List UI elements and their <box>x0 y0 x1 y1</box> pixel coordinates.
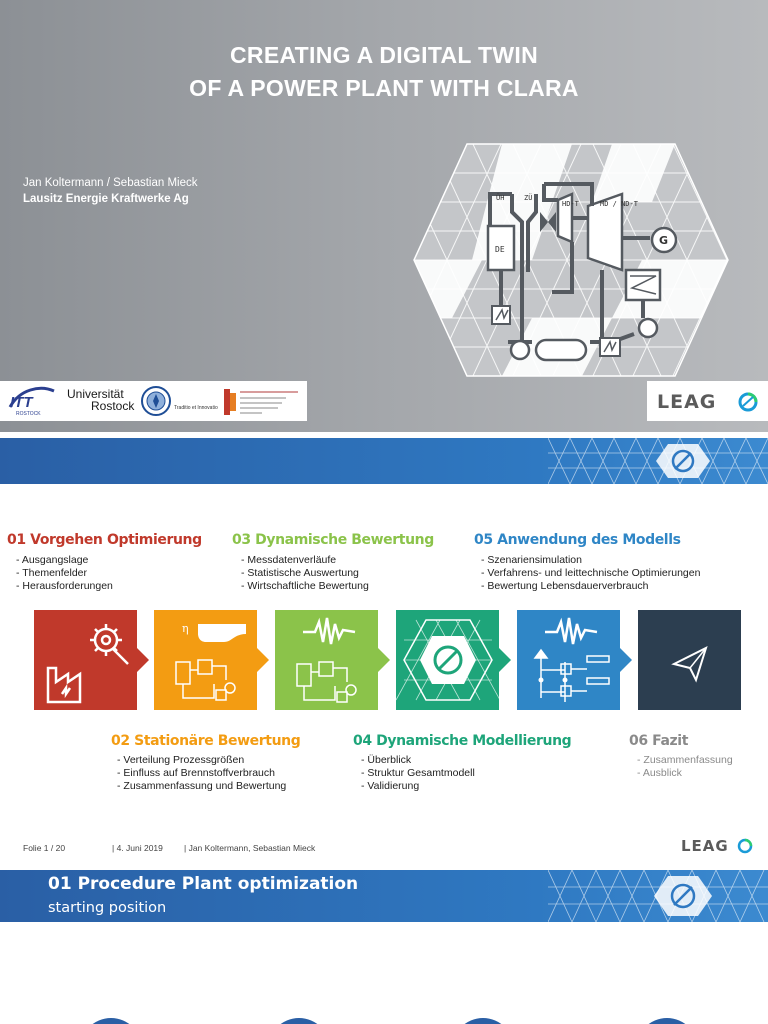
factory-gear-icon <box>34 610 137 710</box>
step-04-box <box>396 610 499 710</box>
step-04-title: 04 Dynamische Modellierung <box>353 733 572 749</box>
eta-symbol: η <box>182 622 189 635</box>
step-03-arrow <box>378 648 390 672</box>
step-05-title: 05 Anwendung des Modells <box>474 532 681 548</box>
itt-logo-text: ITT <box>10 394 33 411</box>
title-line-2: OF A POWER PLANT WITH CLARA <box>189 75 579 101</box>
label-de: DE <box>495 245 505 254</box>
itt-logo-sub: ROSTOCK <box>16 411 41 417</box>
itt-logo <box>6 385 58 417</box>
page-subtitle: starting position <box>48 900 167 916</box>
list-item: - Ausgangslage <box>16 554 89 566</box>
step-05-list <box>481 554 700 593</box>
list-item: - Themenfelder <box>16 567 88 579</box>
footer-slide-number: Folie 1 / 20 <box>23 843 66 853</box>
list-item: - Validierung <box>361 780 420 792</box>
header-grid-pattern <box>548 870 768 922</box>
step-03-box <box>275 610 378 710</box>
list-item: - Zusammenfassung und Bewertung <box>117 780 287 792</box>
step-01-list <box>16 554 113 593</box>
procedure-slide <box>0 868 768 1024</box>
footer-authors: | Jan Koltermann, Sebastian Mieck <box>184 843 316 853</box>
title-slide <box>0 0 768 432</box>
agenda-slide <box>0 434 768 866</box>
step-05-arrow <box>620 648 632 672</box>
list-item: - Verteilung Prozessgrößen <box>117 754 245 766</box>
step-05-box <box>517 610 620 710</box>
step-04-arrow <box>499 648 511 672</box>
step-01-title: 01 Vorgehen Optimierung <box>7 532 202 548</box>
list-item: - Messdatenverläufe <box>241 554 337 566</box>
circle-icon <box>452 1018 514 1024</box>
footer-leag-logo: LEAG <box>681 837 729 855</box>
footer-date: | 4. Juni 2019 <box>112 843 163 853</box>
footer-leag-icon <box>737 838 753 854</box>
circle-icon <box>268 1018 330 1024</box>
list-item: - Verfahrens- und leittechnische Optimierungen <box>481 567 701 579</box>
circle-icon <box>80 1018 142 1024</box>
list-item: - Herausforderungen <box>16 580 113 592</box>
header-grid-pattern <box>548 438 768 484</box>
uni-motto: Traditio et Innovatio <box>174 405 218 411</box>
uni-seal-icon <box>140 385 172 417</box>
control-circuit-icon <box>517 610 620 710</box>
list-item: - Struktur Gesamtmodell <box>361 767 475 779</box>
label-mdndt: MD / ND-T <box>600 200 638 208</box>
leag-logo-box <box>647 381 768 421</box>
step-03-list <box>241 554 369 593</box>
step-03-title: 03 Dynamische Bewertung <box>232 532 434 548</box>
step-02-box <box>154 610 257 710</box>
list-item: - Überblick <box>361 754 412 766</box>
step-02-title: 02 Stationäre Bewertung <box>111 733 301 749</box>
page-title: 01 Procedure Plant optimization <box>48 874 359 894</box>
leag-logo-icon <box>737 391 759 413</box>
research-logo <box>222 387 302 417</box>
list-item: - Szenariensimulation <box>481 554 582 566</box>
list-item: - Zusammenfassung <box>637 754 733 766</box>
authors: Jan Koltermann / Sebastian Mieck <box>23 177 198 189</box>
step-04-list <box>361 754 475 793</box>
list-item: - Bewertung Lebensdauerverbrauch <box>481 580 649 592</box>
step-01-box <box>34 610 137 710</box>
step-06-list <box>637 754 733 780</box>
circle-icon <box>636 1018 698 1024</box>
uni-line-2: Rostock <box>91 399 135 413</box>
title-line-1: CREATING A DIGITAL TWIN <box>230 42 538 68</box>
label-g: G <box>659 234 669 247</box>
list-item: - Wirtschaftliche Bewertung <box>241 580 369 592</box>
paper-plane-icon <box>638 610 741 710</box>
leag-logo-text: LEAG <box>657 391 717 413</box>
power-plant-diagram <box>412 142 730 378</box>
step-02-list <box>117 754 286 793</box>
step-06-title: 06 Fazit <box>629 733 688 749</box>
step-06-box <box>638 610 741 710</box>
label-uh: ÜH <box>496 194 505 202</box>
list-item: - Ausblick <box>637 767 682 779</box>
list-item: - Statistische Auswertung <box>241 567 359 579</box>
digital-twin-hex-icon <box>396 610 499 710</box>
company-name: Lausitz Energie Kraftwerke Ag <box>23 193 189 205</box>
signal-schematic-icon <box>275 610 378 710</box>
label-zu: ZÜ <box>524 194 533 202</box>
step-02-arrow <box>257 648 269 672</box>
step-01-arrow <box>137 648 149 672</box>
list-item: - Einfluss auf Brennstoffverbrauch <box>117 767 275 779</box>
uni-rostock-text <box>67 388 134 412</box>
thermal-schematic-icon <box>154 610 257 710</box>
partner-logos <box>0 381 307 421</box>
uni-line-1: Universität <box>67 387 124 401</box>
label-hdt: HD-T <box>562 200 579 208</box>
